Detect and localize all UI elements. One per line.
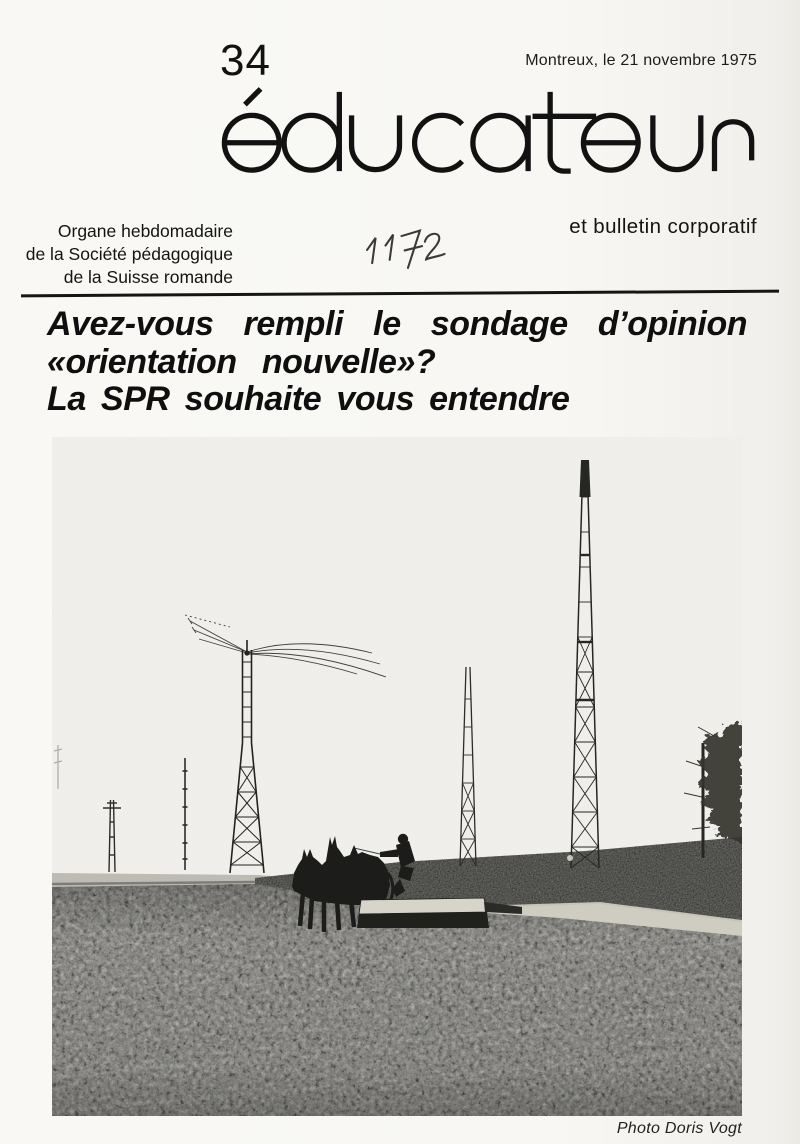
handwritten-number [356,220,461,272]
logo-letter-d [284,115,339,170]
headline [47,306,747,419]
bulletin-text: et bulletin corporatif [569,215,757,238]
headline-line-1: Avez-vous rempli le sondage d’opinion [47,305,748,343]
logo-letter-u2 [653,115,701,169]
headline-line-2: «orientation nouvelle»? [47,342,436,381]
organ-block [26,220,233,289]
organ-line-3: de la Suisse romande [63,267,233,287]
dateline: Montreux, le 21 novembre 1975 [525,52,757,69]
logo-letter-r [715,122,752,171]
light-spot [567,855,573,861]
organ-line-2: de la Société pédagogique [25,244,233,264]
masthead-rule [21,290,779,298]
photo-caption: Photo Doris Vogt [616,1120,742,1137]
issue-number: 34 [220,36,271,85]
cover-photo [52,437,742,1116]
logo-letter-u [352,115,400,169]
logo-letter-c [415,115,463,170]
logo-letter-a [473,115,528,170]
logo-letter-t [550,92,571,171]
educateur-logo [221,86,758,176]
organ-line-1: Organe hebdomadaire [57,221,233,241]
headline-line-3: La SPR souhaite vous entendre [47,380,570,418]
